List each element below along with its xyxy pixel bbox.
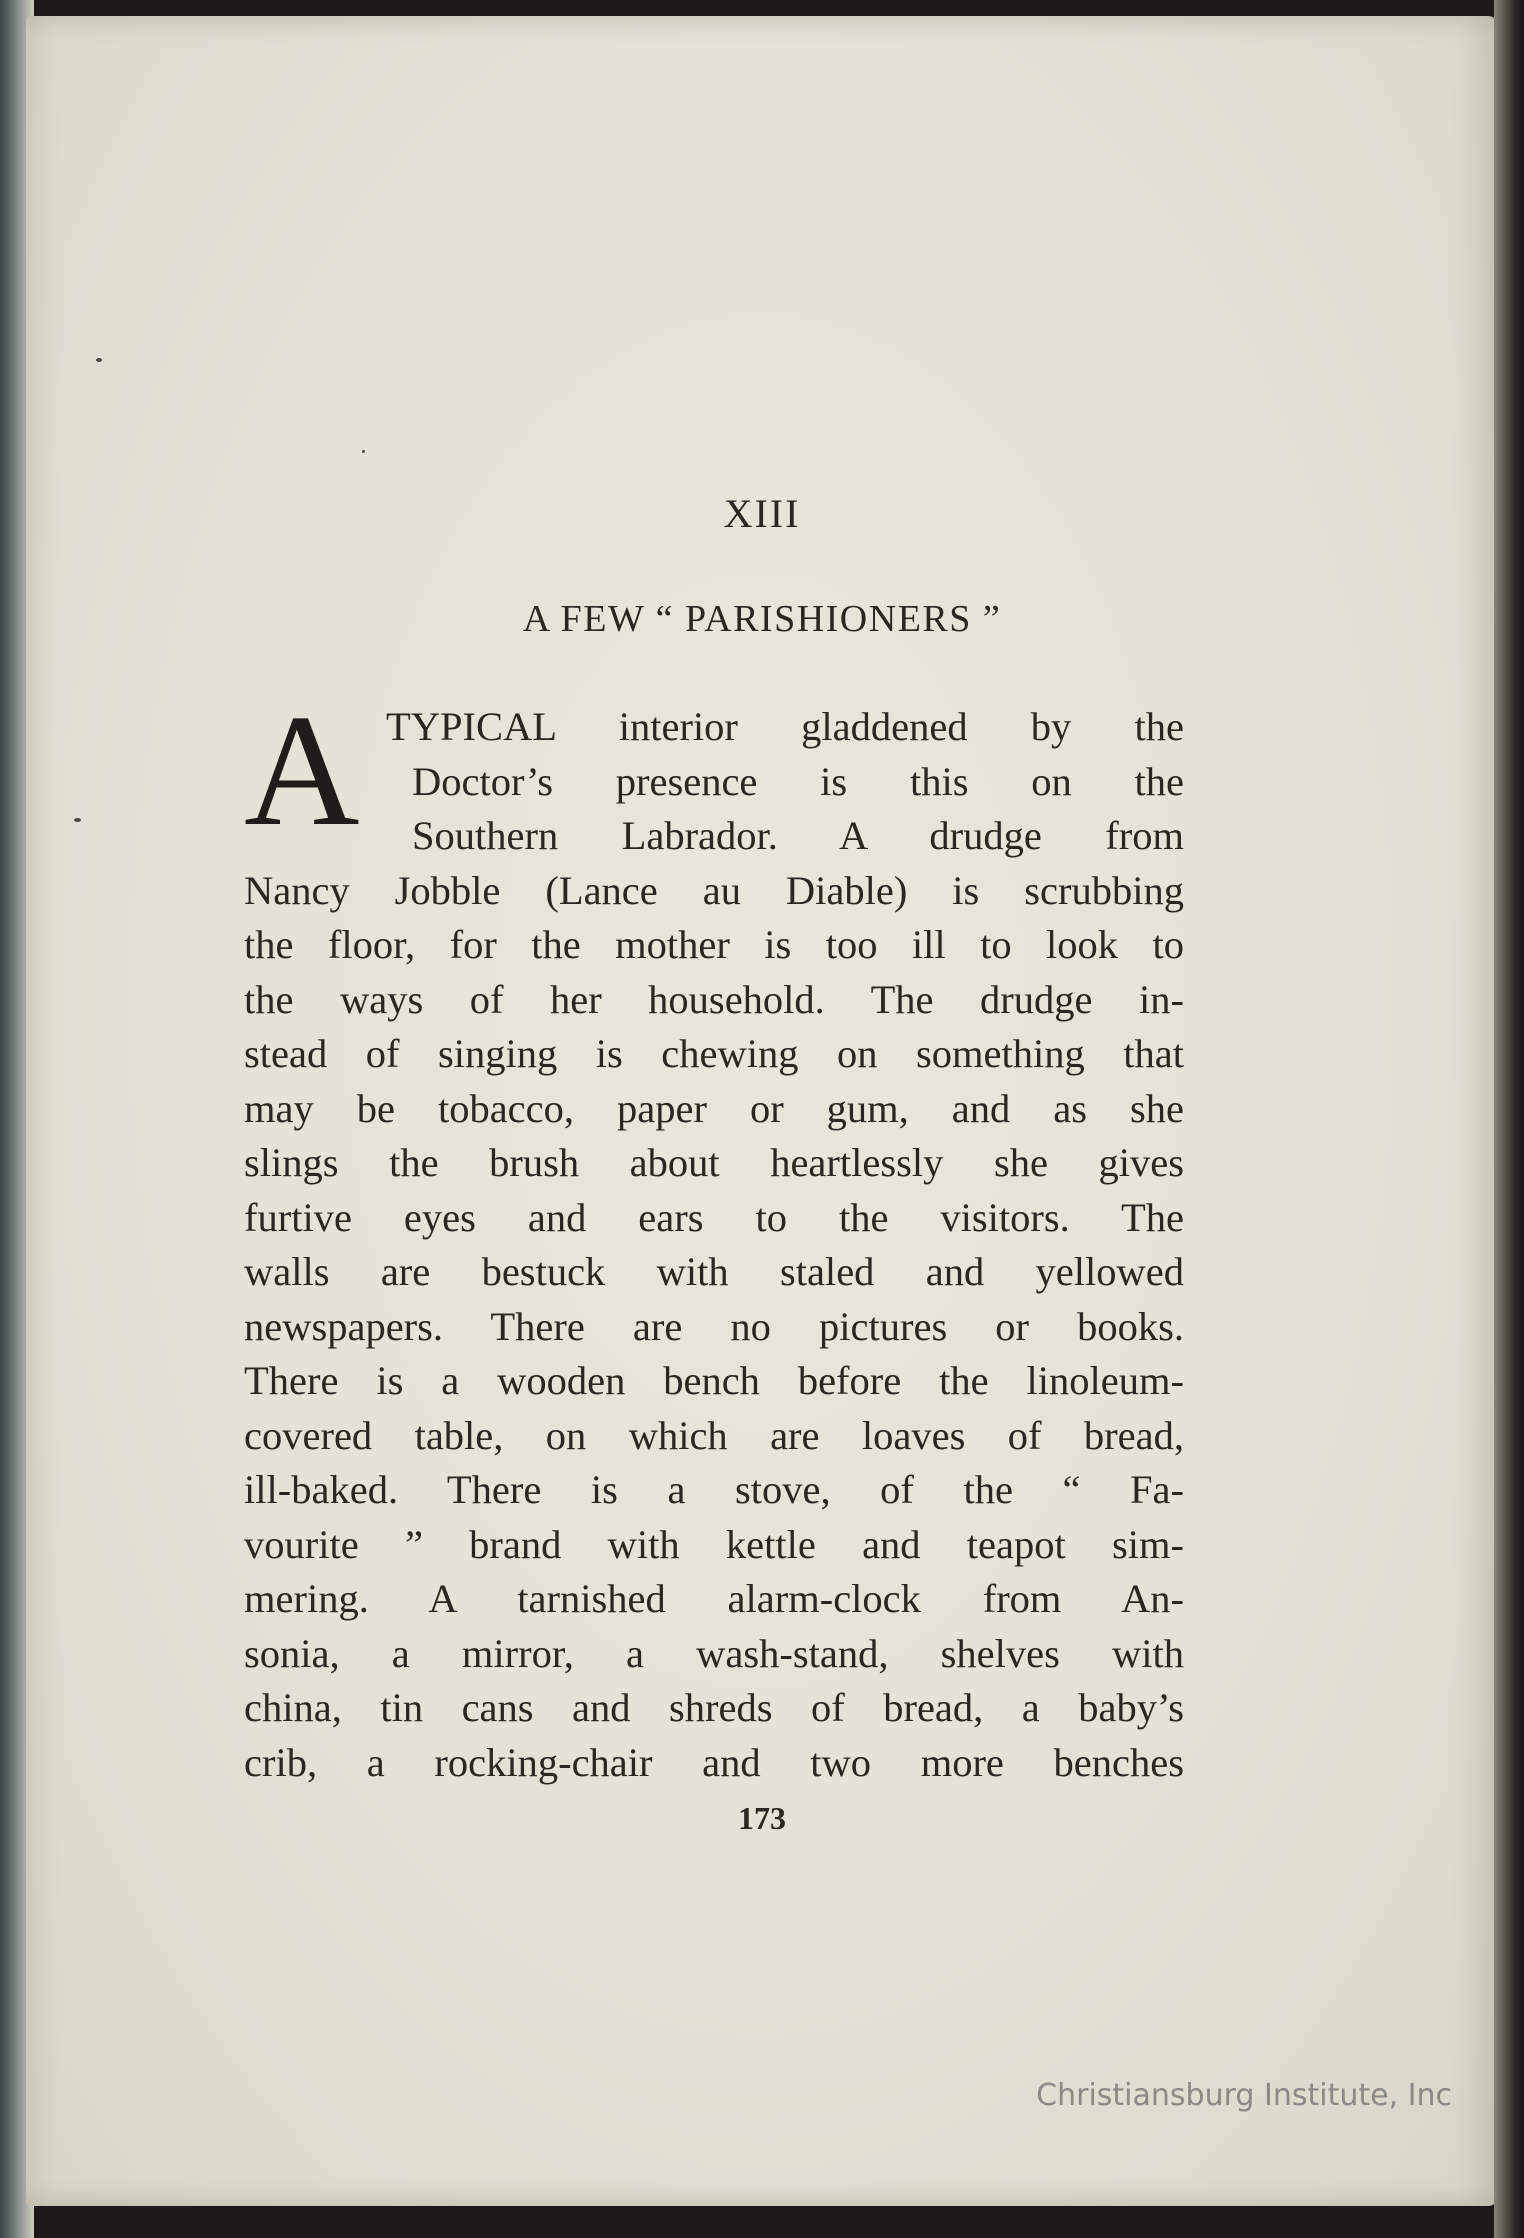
page-number: 173	[738, 1800, 786, 1836]
body-line: the floor, for the mother is too ill to look to	[244, 922, 1184, 967]
watermark-text: Christiansburg Institute, Inc	[1036, 2078, 1452, 2113]
paper-speck	[74, 818, 81, 822]
paper-speck	[362, 450, 365, 453]
body-line: sonia, a mirror, a wash-stand, shelves with	[244, 1630, 1184, 1676]
body-line: slings the brush about heartlessly she gives	[244, 1140, 1184, 1185]
body-line: TYPICAL interior gladdened by the	[386, 704, 1184, 749]
drop-cap: A	[244, 681, 360, 859]
body-line: the ways of her household. The drudge in-	[244, 976, 1184, 1022]
body-line: vourite ” brand with kettle and teapot sim-	[244, 1521, 1184, 1567]
body-line: There is a wooden bench before the linoleum-	[244, 1358, 1184, 1403]
body-line: Doctor’s presence is this on the	[412, 758, 1184, 804]
body-line: may be tobacco, paper or gum, and as she	[244, 1085, 1184, 1131]
body-line: covered table, on which are loaves of bread,	[244, 1412, 1184, 1458]
body-line: Southern Labrador. A drudge from	[412, 813, 1184, 858]
body-line: ill-baked. There is a stove, of the “ Fa-	[244, 1467, 1184, 1512]
body-line: Nancy Jobble (Lance au Diable) is scrubbing	[244, 867, 1184, 913]
page-right-edge-shadow	[1494, 0, 1524, 2238]
body-line: stead of singing is chewing on something that	[244, 1031, 1184, 1076]
body-line: newspapers. There are no pictures or books.	[244, 1303, 1184, 1349]
paper-speck	[96, 358, 102, 362]
body-line: walls are bestuck with staled and yellowed	[244, 1249, 1184, 1294]
body-line: crib, a rocking-chair and two more benches	[244, 1739, 1184, 1785]
body-line: china, tin cans and shreds of bread, a baby’s	[244, 1685, 1184, 1730]
body-text	[244, 681, 1184, 1790]
chapter-number: XIII	[723, 491, 801, 536]
body-line: furtive eyes and ears to the visitors. The	[244, 1194, 1184, 1240]
chapter-title: A FEW “ PARISHIONERS ”	[522, 598, 1002, 640]
body-line: mering. A tarnished alarm-clock from An-	[244, 1576, 1184, 1621]
